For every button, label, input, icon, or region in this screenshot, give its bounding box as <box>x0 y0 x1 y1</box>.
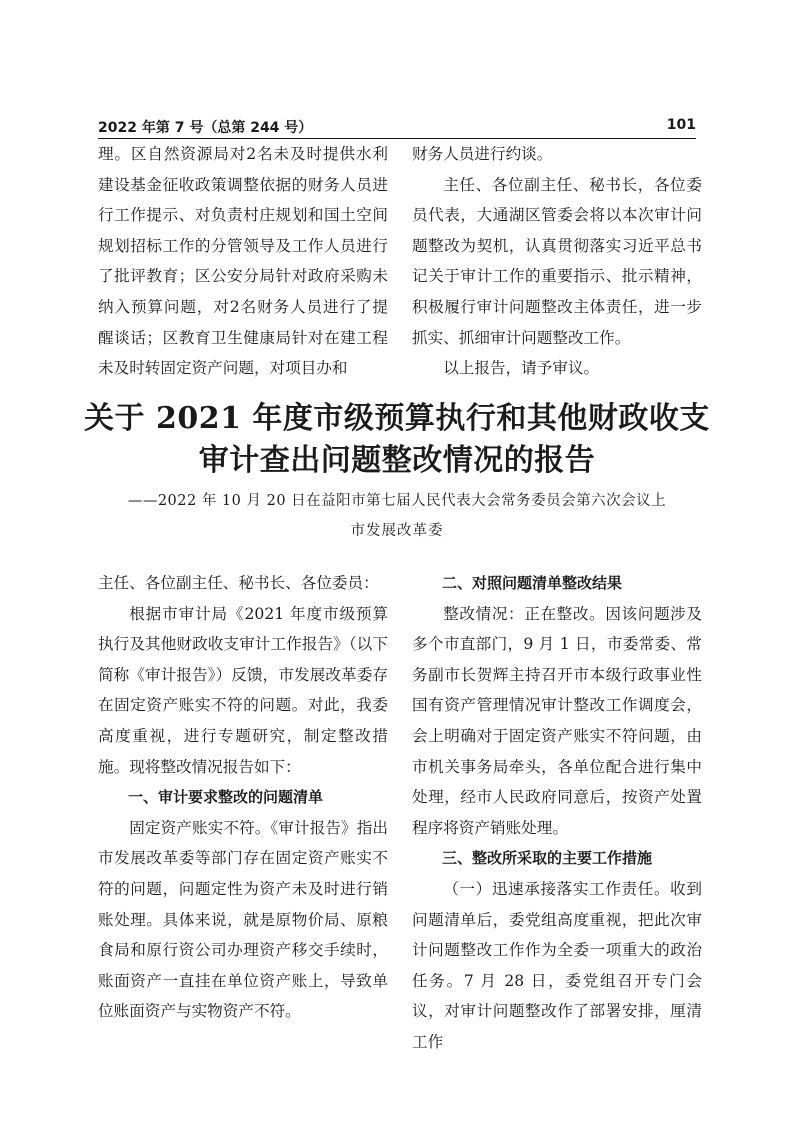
measures-paragraph <box>412 874 702 1058</box>
article-title-block <box>60 398 734 546</box>
salutation: 主任、各位副主任、秘书长、各位委员： <box>98 574 379 592</box>
section-heading-1: 一、审计要求整改的问题清单 <box>128 788 324 807</box>
closing-remark: 以上报告，请予审议。 <box>443 359 600 378</box>
intro-paragraph: 根据市审计局《2021 年度市级预算执行及其他财政收支审计工作报告》（以下简称《审计报告》）反馈，市发展改革委存在固定资产账实不符的问题。对此，我委高度重视，进行专题研究，制定整改措施。现将整改情况报告如下： <box>98 604 388 776</box>
issue-paragraph: 固定资产账实不符。《审计报告》指出市发展改革委等部门存在固定资产账实不符的问题，问题定性为资产未及时进行销账处理。具体来说，就是原物价局、原粮食局和原行资公司办理资产移交手续时，账面资产一直挂在单位资产账上，导致单位账面资产与实物资产不符。 <box>98 818 388 1021</box>
top-left-column <box>98 139 388 384</box>
continued-paragraph: 理。区自然资源局对2名未及时提供水利建设基金征收政策调整依据的财务人员进行工作提示、对负责村庄规划和国土空间规划招标工作的分管领导及工作人员进行了批评教育；区公安分局针对政府采购未纳入预算问题，对2名财务人员进行了提醒谈话；区教育卫生健康局针对在建工程未及时转固定资产问题，对项目办和 <box>98 145 388 378</box>
running-header <box>98 116 696 139</box>
measure-text: 收到问题清单后，委党组高度重视，把此次审计问题整改工作作为全委一项重大的政治任务。7 月 28 日，委党组召开专门会议，对审计问题整改作了部署安排，厘清工作 <box>412 879 702 1051</box>
section-heading-2: 二、对照问题清单整改结果 <box>442 574 623 592</box>
article-title-line-2: 审计查出问题整改情况的报告 <box>198 443 596 478</box>
article-author: 市发展改革委 <box>350 523 444 539</box>
result-paragraph: 整改情况：正在整改。因该问题涉及多个市直部门，9 月 1 日，市委常委、常务副市长贺辉主持召开市本级行政事业性国有资产管理情况审计整改工作调度会，会上明确对于固定资产账实不符问题，由市机关事务局牵头，各单位配合进行集中处理，经市人民政府同意后，按资产处置程序将资产销账处理。 <box>412 604 702 837</box>
measure-subheading: （一）迅速承接落实工作责任。 <box>443 879 671 898</box>
issue-label: 2022 年第 7 号（总第 244 号） <box>98 120 313 136</box>
continued-paragraph-end: 财务人员进行约谈。 <box>412 145 553 163</box>
top-right-column <box>412 139 702 384</box>
closing-paragraph: 主任、各位副主任、秘书长，各位委员代表，大通湖区管委会将以本次审计问题整改为契机，认真贯彻落实习近平总书记关于审计工作的重要指示、批示精神，积极履行审计问题整改主体责任，进一步抓实、抓细审计问题整改工作。 <box>412 175 702 347</box>
article-title-line-1: 关于 2021 年度市级预算执行和其他财政收支 <box>84 401 710 436</box>
bottom-left-column <box>98 568 388 1027</box>
bottom-right-column <box>412 568 702 1058</box>
section-heading-3: 三、整改所采取的主要工作措施 <box>442 849 653 868</box>
article-subtitle: ——2022 年 10 月 20 日在益阳市第七届人民代表大会常务委员会第六次会议上 <box>127 493 667 509</box>
page-number: 101 <box>666 117 696 133</box>
